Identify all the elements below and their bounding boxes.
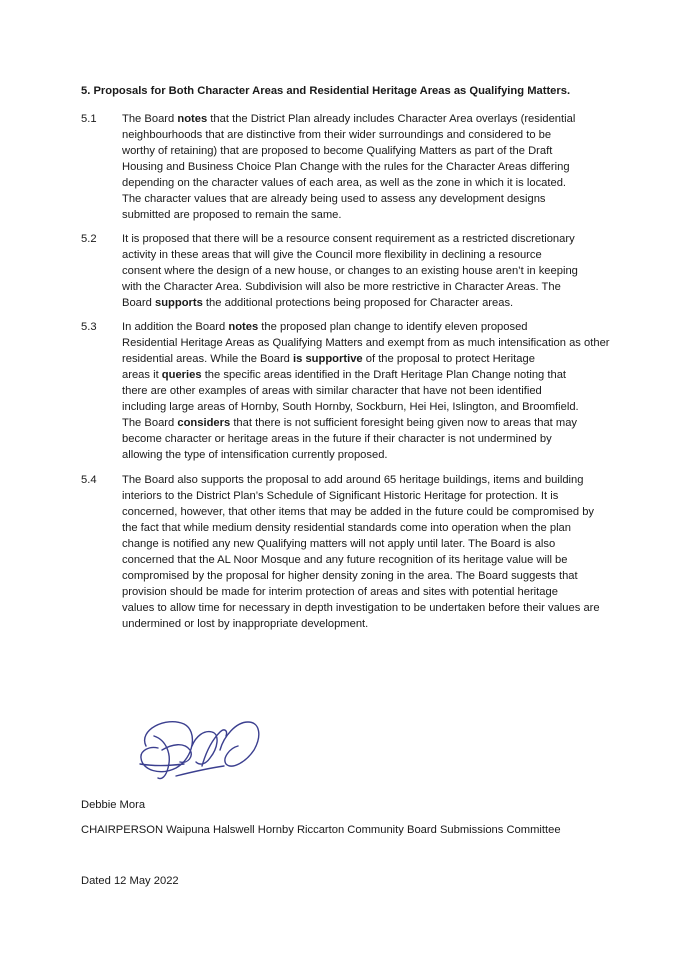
bold-text: supports	[154, 297, 203, 309]
text-run: the proposed plan change to identify eleven proposed	[258, 321, 528, 333]
text-run: Housing and Business Choice Plan Change with the rules for the Character Areas differing	[122, 161, 570, 173]
text-run: The Board also supports the proposal to add around 65 heritage buildings, items and building	[122, 474, 584, 486]
text-line	[122, 536, 641, 552]
text-run: the specific areas identified in the Draft Heritage Plan Change noting that	[201, 369, 567, 381]
text-run: residential areas. While the Board	[122, 353, 294, 365]
paragraph-number: 5.4	[81, 474, 97, 486]
text-run: concerned, however, that other items that may be added in the future could be compromised by	[122, 506, 595, 518]
text-line	[122, 488, 641, 504]
text-run: Board	[122, 297, 155, 309]
text-line	[122, 231, 641, 247]
text-run: In addition the Board	[122, 321, 229, 333]
text-run: that the District Plan already includes Character Area overlays (residential	[207, 113, 576, 125]
text-run: of the proposal to protect Heritage	[362, 353, 535, 365]
paragraph-number: 5.2	[81, 233, 97, 245]
text-run: allowing the type of intensification currently proposed.	[122, 449, 388, 461]
text-line	[122, 319, 641, 335]
text-line	[122, 207, 641, 223]
text-run: The Board	[122, 113, 178, 125]
text-line	[122, 127, 641, 143]
text-run: that there is not sufficient foresight being given now to areas that may	[230, 417, 578, 429]
text-line	[122, 616, 641, 632]
signer-name: Debbie Mora	[81, 799, 146, 811]
text-run: It is proposed that there will be a resource consent requirement as a restricted discretionary	[122, 233, 575, 245]
text-run: concerned that the AL Noor Mosque and any future recognition of its heritage value will be	[122, 554, 568, 566]
text-line	[122, 263, 641, 279]
text-line	[122, 472, 641, 488]
text-run: the additional protections being proposed for Character areas.	[202, 297, 514, 309]
text-line	[122, 600, 641, 616]
bold-text: notes	[228, 321, 259, 333]
text-line	[122, 399, 641, 415]
text-run: interiors to the District Plan’s Schedule of Significant Historic Heritage for protection. It is	[122, 490, 559, 502]
text-run: depending on the character values of each area, as well as the zone in which it is located.	[122, 177, 567, 189]
text-line	[122, 568, 641, 584]
text-run: submitted are proposed to remain the same.	[122, 209, 342, 221]
text-run: activity in these areas that will give the Council more flexibility in declining a resource	[122, 249, 542, 261]
text-line	[122, 431, 641, 447]
date-line: Dated 12 May 2022	[81, 875, 179, 887]
text-run: provision should be made for interim protection of areas and sites with potential heritage	[122, 586, 558, 598]
text-line	[122, 279, 641, 295]
text-line	[122, 191, 641, 207]
text-line	[122, 447, 641, 463]
text-line	[122, 351, 641, 367]
bold-text: considers	[177, 417, 231, 429]
text-line	[122, 175, 641, 191]
text-run: change is notified any new Qualifying matters will not apply until later. The Board is also	[122, 538, 556, 550]
text-line	[122, 504, 641, 520]
text-run: with the Character Area. Subdivision will also be more restrictive in Character Areas. The	[122, 281, 561, 293]
section-heading: 5. Proposals for Both Character Areas and Residential Heritage Areas as Qualifying Matters.	[81, 85, 571, 97]
bold-text: queries	[161, 369, 202, 381]
text-run: worthy of retaining) that are proposed to become Qualifying Matters as part of the Draft	[122, 145, 553, 157]
paragraph-number: 5.3	[81, 321, 97, 333]
text-run: consent where the design of a new house, or changes to an existing house aren’t in keeping	[122, 265, 578, 277]
text-line	[122, 367, 641, 383]
text-run: become character or heritage areas in the future if their character is not undermined by	[122, 433, 552, 445]
text-run: areas it	[122, 369, 162, 381]
text-line	[122, 295, 641, 311]
signer-role: CHAIRPERSON Waipuna Halswell Hornby Riccarton Community Board Submissions Committee	[81, 824, 561, 836]
text-line	[122, 552, 641, 568]
text-line	[122, 247, 641, 263]
text-line	[122, 335, 641, 351]
bold-text: is supportive	[293, 353, 363, 365]
bold-text: notes	[177, 113, 208, 125]
text-run: including large areas of Hornby, South Hornby, Sockburn, Hei Hei, Islington, and Broomfield.	[122, 401, 579, 413]
text-run: neighbourhoods that are distinctive from their wider surroundings and considered to be	[122, 129, 552, 141]
text-run: The Board	[122, 417, 178, 429]
paragraph-number: 5.1	[81, 113, 97, 125]
text-run: the fact that while medium density residential standards come into operation when the plan	[122, 522, 572, 534]
paragraph-body	[122, 111, 641, 223]
text-run: undermined or lost by inappropriate development.	[122, 618, 369, 630]
text-run: values to allow time for necessary in depth investigation to be undertaken before their values are	[122, 602, 600, 614]
text-line	[122, 111, 641, 127]
text-line	[122, 159, 641, 175]
text-line	[122, 520, 641, 536]
text-run: there are other examples of areas with similar character that have not been identified	[122, 385, 542, 397]
text-line	[122, 415, 641, 431]
text-run: Residential Heritage Areas as Qualifying Matters and exempt from as much intensification as other	[122, 337, 610, 349]
text-line	[122, 584, 641, 600]
text-line	[122, 383, 641, 399]
text-run: compromised by the proposal for higher density zoning in the area. The Board suggests that	[122, 570, 578, 582]
paragraph-body	[122, 472, 641, 632]
text-line	[122, 143, 641, 159]
signature-image	[132, 706, 272, 786]
text-run: The character values that are already being used to assess any development designs	[122, 193, 546, 205]
paragraph-body	[122, 319, 641, 463]
paragraph-body	[122, 231, 641, 311]
